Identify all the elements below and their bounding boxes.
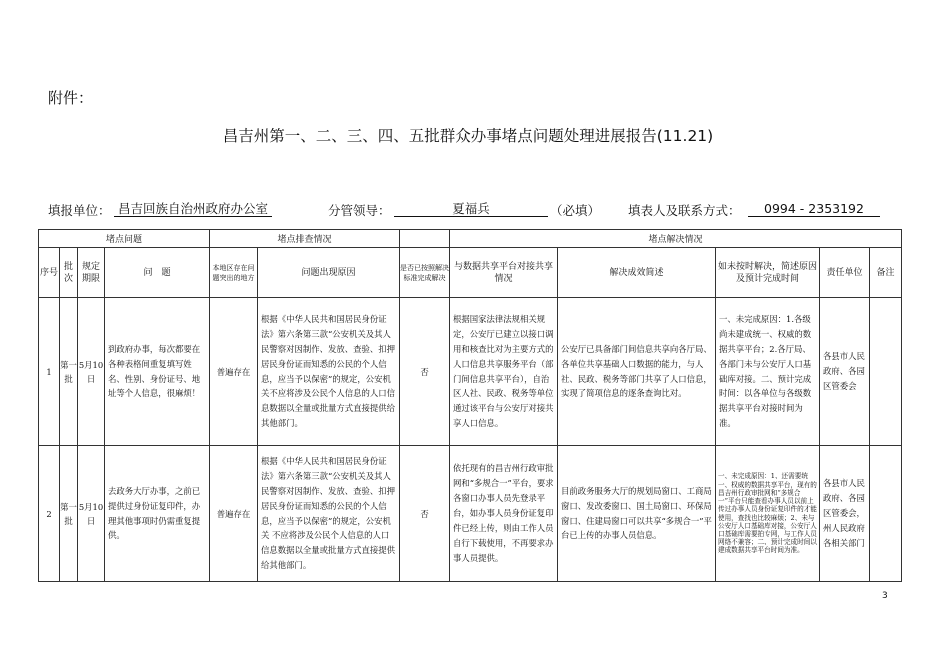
col-header-unit: 责任单位 xyxy=(820,248,870,298)
row-unit: 各县市人民政府、各园区管委会 xyxy=(820,298,870,446)
row-deadline: 5月10日 xyxy=(78,298,105,446)
group-header-row xyxy=(39,230,902,248)
group-header-blank xyxy=(400,230,450,248)
row-batch: 第一批 xyxy=(60,446,78,582)
row-resolved: 否 xyxy=(400,298,450,446)
required-note: （必填） xyxy=(550,203,601,218)
table-row xyxy=(39,446,902,582)
group-header-resolution: 堵点解决情况 xyxy=(450,230,902,248)
row-reason-time: 一、未完成原因：1、还需要统一、权威的数据共享平台，现有的昌吉州行政审批网和“多规合一”平台只能查看办事人员以前上传过办事人员身份证复印件的才能使用，查找也比较麻烦；2、未与公安厅人口基础库对接，公安厅人口基础库需要拍专网，与工作人员网络不兼容；二、预计完成时间以建成数据共享平台时间为准。 xyxy=(716,446,820,582)
row-local: 普遍存在 xyxy=(210,446,258,582)
row-local: 普遍存在 xyxy=(210,298,258,446)
row-sharing: 根据国家法律法规相关规定，公安厅已建立以接口调用和核查比对为主要方式的人口信息共享服务平台（部门间信息共享平台），自治区人社、民政、税务等单位通过该平台与公安厅对接共享人口信息。 xyxy=(450,298,558,446)
unit-value: 昌吉回族自治州政府办公室 xyxy=(114,201,272,217)
row-reason-time: 一、未完成原因：1.各级尚未建成统一、权威的数据共享平台；2.各厅局、各部门未与公安厅人口基础库对接。二、预计完成时间：以各单位与各级数据共享平台对接时间为准。 xyxy=(716,298,820,446)
row-issue: 到政府办事，每次都要在各种表格间重复填写姓名、性别、身份证号、地址等个人信息，很麻烦！ xyxy=(105,298,210,446)
fill-info-row xyxy=(48,201,908,221)
row-seq: 1 xyxy=(39,298,60,446)
leader-label: 分管领导： xyxy=(328,203,391,218)
col-header-reason-time: 如未按时解决，简述原因及预计完成时间 xyxy=(716,248,820,298)
row-deadline: 5月10日 xyxy=(78,446,105,582)
contact-value: 0994 - 2353192 xyxy=(748,201,880,217)
col-header-local: 本地区存在问题突出的地方 xyxy=(210,248,258,298)
leader-value: 夏福兵 xyxy=(394,201,548,217)
row-remark xyxy=(870,446,902,582)
table-row xyxy=(39,298,902,446)
row-cause: 根据《中华人民共和国居民身份证法》第六条第三款“公安机关及其人民警察对因制作、发放、查验、扣押居民身份证而知悉的公民的个人信息，应当予以保密”的规定，公安机关 不应将涉及公民个人信息的人口信息数据以全量或批量方式直接提供给其他部门。 xyxy=(258,446,400,582)
row-result: 公安厅已具备部门间信息共享向各厅局、各单位共享基础人口数据的能力，与人社、民政、税务等部门共享了人口信息，实现了简项信息的逐条查询比对。 xyxy=(558,298,716,446)
col-header-seq: 序号 xyxy=(39,248,60,298)
col-header-sharing: 与数据共享平台对接共享情况 xyxy=(450,248,558,298)
col-header-issue: 问 题 xyxy=(105,248,210,298)
row-sharing: 依托现有的昌吉州行政审批网和“多规合一”平台，要求各窗口办事人员先登录平台，如办事人员身份证复印件已经上传，则由工作人员自行下载使用，不再要求办事人员提供。 xyxy=(450,446,558,582)
col-header-remark: 备注 xyxy=(870,248,902,298)
col-header-deadline: 规定期限 xyxy=(78,248,105,298)
col-header-resolved: 是否已按照解决标准完成解决 xyxy=(400,248,450,298)
problem-table xyxy=(38,229,902,582)
row-unit: 各县市人民政府、各园区管委会，州人民政府各相关部门 xyxy=(820,446,870,582)
row-batch: 第一批 xyxy=(60,298,78,446)
column-header-row xyxy=(39,248,902,298)
page-number: 3 xyxy=(882,591,888,601)
col-header-cause: 问题出现原因 xyxy=(258,248,400,298)
row-remark xyxy=(870,298,902,446)
contact-label: 填表人及联系方式： xyxy=(628,203,741,218)
row-issue: 去政务大厅办事，之前已提供过身份证复印件，办理其他事项时仍需重复提供。 xyxy=(105,446,210,582)
unit-label: 填报单位： xyxy=(48,203,111,218)
row-result: 目前政务服务大厅的规划局窗口、工商局窗口、发改委窗口、国土局窗口、环保局窗口、住建局窗口可以共享“多规合一”平台已上传的办事人员信息。 xyxy=(558,446,716,582)
group-header-problem: 堵点问题 xyxy=(39,230,210,248)
row-seq: 2 xyxy=(39,446,60,582)
attachment-label: 附件： xyxy=(48,89,94,107)
row-resolved: 否 xyxy=(400,446,450,582)
group-header-investigation: 堵点排查情况 xyxy=(210,230,400,248)
col-header-result: 解决成效简述 xyxy=(558,248,716,298)
col-header-batch: 批次 xyxy=(60,248,78,298)
row-cause: 根据《中华人民共和国居民身份证法》第六条第三款“公安机关及其人民警察对因制作、发放、查验、扣押居民身份证而知悉的公民的个人信息，应当予以保密”的规定，公安机关不应将涉及公民个人信息的人口信息数据以全量或批量方式直接提供给其他部门。 xyxy=(258,298,400,446)
report-title: 昌吉州第一、二、三、四、五批群众办事堵点问题处理进展报告(11.21) xyxy=(222,127,714,145)
